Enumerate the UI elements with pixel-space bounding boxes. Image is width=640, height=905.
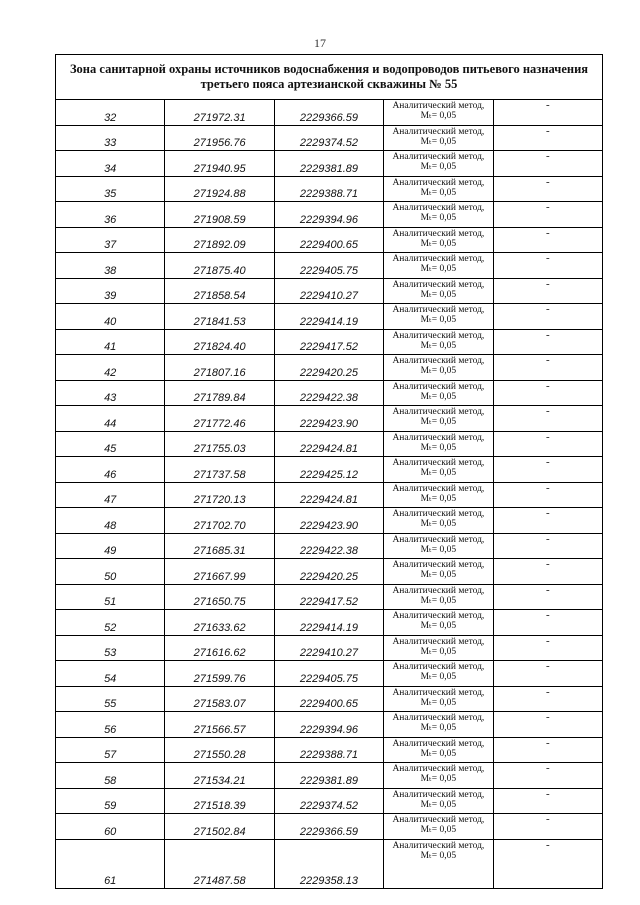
point-number-cell: 41 bbox=[56, 329, 165, 355]
method-accuracy: Mₜ= 0,05 bbox=[420, 391, 457, 402]
dash-cell: - bbox=[493, 559, 602, 585]
table-row bbox=[56, 814, 603, 840]
table-row bbox=[56, 686, 603, 712]
dash-cell: - bbox=[493, 151, 602, 177]
table-row bbox=[56, 457, 603, 483]
dash-cell: - bbox=[493, 661, 602, 687]
dash-cell: - bbox=[493, 329, 602, 355]
method-cell bbox=[384, 278, 493, 304]
table-row bbox=[56, 151, 603, 177]
method-accuracy: Mₜ= 0,05 bbox=[420, 111, 457, 121]
coordinates-table bbox=[55, 54, 603, 889]
method-accuracy: Mₜ= 0,05 bbox=[420, 723, 457, 733]
method-accuracy: Mₜ= 0,05 bbox=[420, 187, 457, 198]
point-number-cell: 52 bbox=[56, 610, 165, 636]
method-label: Аналитический метод, bbox=[392, 305, 485, 315]
x-coordinate-cell: 271685.31 bbox=[165, 533, 274, 559]
point-number-cell: 54 bbox=[56, 661, 165, 687]
method-cell bbox=[384, 431, 493, 457]
method-label: Аналитический метод, bbox=[392, 254, 485, 264]
method-label: Аналитический метод, bbox=[392, 407, 485, 417]
method-cell bbox=[384, 253, 493, 279]
method-accuracy: Mₜ= 0,05 bbox=[420, 366, 457, 376]
table-row bbox=[56, 533, 603, 559]
point-number-cell: 36 bbox=[56, 202, 165, 228]
method-accuracy: Mₜ= 0,05 bbox=[420, 672, 457, 682]
coordinates-table-body bbox=[56, 55, 603, 889]
method-accuracy: Mₜ= 0,05 bbox=[420, 136, 457, 147]
method-accuracy: Mₜ= 0,05 bbox=[420, 417, 457, 427]
method-accuracy: Mₜ= 0,05 bbox=[420, 468, 457, 478]
y-coordinate-cell: 2229422.38 bbox=[274, 380, 383, 406]
dash-cell: - bbox=[493, 686, 602, 712]
method-cell bbox=[384, 788, 493, 814]
x-coordinate-cell: 271650.75 bbox=[165, 584, 274, 610]
y-coordinate-cell: 2229405.75 bbox=[274, 253, 383, 279]
method-cell bbox=[384, 329, 493, 355]
method-label: Аналитический метод, bbox=[392, 483, 485, 494]
dash-cell: - bbox=[493, 100, 602, 126]
method-label: Аналитический метод, bbox=[392, 534, 485, 545]
point-number-cell: 42 bbox=[56, 355, 165, 381]
table-row bbox=[56, 380, 603, 406]
table-row bbox=[56, 763, 603, 789]
point-number-cell: 51 bbox=[56, 584, 165, 610]
method-label: Аналитический метод, bbox=[392, 228, 485, 239]
method-label: Аналитический метод, bbox=[392, 381, 485, 392]
y-coordinate-cell: 2229424.81 bbox=[274, 431, 383, 457]
y-coordinate-cell: 2229425.12 bbox=[274, 457, 383, 483]
point-number-cell: 48 bbox=[56, 508, 165, 534]
method-label: Аналитический метод, bbox=[392, 687, 485, 698]
point-number-cell: 40 bbox=[56, 304, 165, 330]
point-number-cell: 37 bbox=[56, 227, 165, 253]
method-label: Аналитический метод, bbox=[392, 101, 485, 111]
method-accuracy: Mₜ= 0,05 bbox=[420, 646, 457, 657]
dash-cell: - bbox=[493, 202, 602, 228]
method-accuracy: Mₜ= 0,05 bbox=[420, 595, 457, 606]
method-cell bbox=[384, 839, 493, 888]
dash-cell: - bbox=[493, 278, 602, 304]
method-label: Аналитический метод, bbox=[392, 560, 485, 570]
y-coordinate-cell: 2229388.71 bbox=[274, 737, 383, 763]
x-coordinate-cell: 271737.58 bbox=[165, 457, 274, 483]
y-coordinate-cell: 2229420.25 bbox=[274, 559, 383, 585]
y-coordinate-cell: 2229410.27 bbox=[274, 278, 383, 304]
method-cell bbox=[384, 125, 493, 151]
method-cell bbox=[384, 610, 493, 636]
x-coordinate-cell: 271534.21 bbox=[165, 763, 274, 789]
dash-cell: - bbox=[493, 814, 602, 840]
y-coordinate-cell: 2229414.19 bbox=[274, 304, 383, 330]
method-label: Аналитический метод, bbox=[392, 611, 485, 621]
table-row bbox=[56, 508, 603, 534]
dash-cell: - bbox=[493, 355, 602, 381]
method-cell bbox=[384, 559, 493, 585]
y-coordinate-cell: 2229366.59 bbox=[274, 100, 383, 126]
method-cell bbox=[384, 584, 493, 610]
method-cell bbox=[384, 814, 493, 840]
table-row bbox=[56, 253, 603, 279]
y-coordinate-cell: 2229394.96 bbox=[274, 712, 383, 738]
point-number-cell: 49 bbox=[56, 533, 165, 559]
point-number-cell: 44 bbox=[56, 406, 165, 432]
method-accuracy: Mₜ= 0,05 bbox=[420, 238, 457, 249]
method-cell bbox=[384, 635, 493, 661]
y-coordinate-cell: 2229417.52 bbox=[274, 329, 383, 355]
dash-cell: - bbox=[493, 763, 602, 789]
dash-cell: - bbox=[493, 176, 602, 202]
method-cell bbox=[384, 661, 493, 687]
method-label: Аналитический метод, bbox=[392, 432, 485, 443]
table-row bbox=[56, 559, 603, 585]
method-accuracy: Mₜ= 0,05 bbox=[420, 544, 457, 555]
x-coordinate-cell: 271616.62 bbox=[165, 635, 274, 661]
method-accuracy: Mₜ= 0,05 bbox=[420, 825, 457, 835]
method-accuracy: Mₜ= 0,05 bbox=[420, 289, 457, 300]
x-coordinate-cell: 271924.88 bbox=[165, 176, 274, 202]
method-label: Аналитический метод, bbox=[392, 330, 485, 341]
point-number-cell: 50 bbox=[56, 559, 165, 585]
y-coordinate-cell: 2229410.27 bbox=[274, 635, 383, 661]
method-cell bbox=[384, 482, 493, 508]
x-coordinate-cell: 271807.16 bbox=[165, 355, 274, 381]
y-coordinate-cell: 2229424.81 bbox=[274, 482, 383, 508]
dash-cell: - bbox=[493, 431, 602, 457]
point-number-cell: 35 bbox=[56, 176, 165, 202]
method-label: Аналитический метод, bbox=[392, 585, 485, 596]
dash-cell: - bbox=[493, 482, 602, 508]
table-row bbox=[56, 304, 603, 330]
page-number: 17 bbox=[314, 36, 326, 50]
point-number-cell: 34 bbox=[56, 151, 165, 177]
method-accuracy: Mₜ= 0,05 bbox=[420, 264, 457, 274]
table-row bbox=[56, 176, 603, 202]
method-cell bbox=[384, 457, 493, 483]
method-accuracy: Mₜ= 0,05 bbox=[420, 519, 457, 529]
x-coordinate-cell: 271702.70 bbox=[165, 508, 274, 534]
x-coordinate-cell: 271583.07 bbox=[165, 686, 274, 712]
table-row bbox=[56, 406, 603, 432]
table-row bbox=[56, 788, 603, 814]
y-coordinate-cell: 2229420.25 bbox=[274, 355, 383, 381]
point-number-cell: 59 bbox=[56, 788, 165, 814]
method-cell bbox=[384, 712, 493, 738]
method-label: Аналитический метод, bbox=[392, 840, 485, 851]
dash-cell: - bbox=[493, 712, 602, 738]
method-label: Аналитический метод, bbox=[392, 789, 485, 800]
x-coordinate-cell: 271755.03 bbox=[165, 431, 274, 457]
dash-cell: - bbox=[493, 610, 602, 636]
method-accuracy: Mₜ= 0,05 bbox=[420, 493, 457, 504]
method-accuracy: Mₜ= 0,05 bbox=[420, 748, 457, 759]
y-coordinate-cell: 2229381.89 bbox=[274, 151, 383, 177]
point-number-cell: 61 bbox=[56, 839, 165, 888]
point-number-cell: 39 bbox=[56, 278, 165, 304]
table-row bbox=[56, 610, 603, 636]
x-coordinate-cell: 271858.54 bbox=[165, 278, 274, 304]
dash-cell: - bbox=[493, 253, 602, 279]
y-coordinate-cell: 2229381.89 bbox=[274, 763, 383, 789]
method-label: Аналитический метод, bbox=[392, 636, 485, 647]
point-number-cell: 58 bbox=[56, 763, 165, 789]
x-coordinate-cell: 271550.28 bbox=[165, 737, 274, 763]
table-row bbox=[56, 584, 603, 610]
table-row bbox=[56, 202, 603, 228]
point-number-cell: 32 bbox=[56, 100, 165, 126]
dash-cell: - bbox=[493, 380, 602, 406]
method-label: Аналитический метод, bbox=[392, 662, 485, 672]
table-row bbox=[56, 737, 603, 763]
table-row bbox=[56, 329, 603, 355]
method-cell bbox=[384, 406, 493, 432]
x-coordinate-cell: 271972.31 bbox=[165, 100, 274, 126]
x-coordinate-cell: 271875.40 bbox=[165, 253, 274, 279]
table-row bbox=[56, 278, 603, 304]
method-accuracy: Mₜ= 0,05 bbox=[420, 774, 457, 784]
point-number-cell: 33 bbox=[56, 125, 165, 151]
y-coordinate-cell: 2229423.90 bbox=[274, 508, 383, 534]
table-title: Зона санитарной охраны источников водоснабжения и водопроводов питьевого назначения третьего пояса артезианской скважины № 55 bbox=[56, 55, 603, 100]
point-number-cell: 56 bbox=[56, 712, 165, 738]
point-number-cell: 45 bbox=[56, 431, 165, 457]
y-coordinate-cell: 2229394.96 bbox=[274, 202, 383, 228]
method-accuracy: Mₜ= 0,05 bbox=[420, 621, 457, 631]
method-cell bbox=[384, 355, 493, 381]
dash-cell: - bbox=[493, 508, 602, 534]
dash-cell: - bbox=[493, 304, 602, 330]
table-row bbox=[56, 431, 603, 457]
method-accuracy: Mₜ= 0,05 bbox=[420, 697, 457, 708]
x-coordinate-cell: 271940.95 bbox=[165, 151, 274, 177]
point-number-cell: 43 bbox=[56, 380, 165, 406]
x-coordinate-cell: 271956.76 bbox=[165, 125, 274, 151]
method-cell bbox=[384, 763, 493, 789]
y-coordinate-cell: 2229400.65 bbox=[274, 227, 383, 253]
table-row bbox=[56, 661, 603, 687]
x-coordinate-cell: 271487.58 bbox=[165, 839, 274, 888]
point-number-cell: 60 bbox=[56, 814, 165, 840]
method-cell bbox=[384, 151, 493, 177]
point-number-cell: 55 bbox=[56, 686, 165, 712]
method-cell bbox=[384, 202, 493, 228]
method-label: Аналитический метод, bbox=[392, 738, 485, 749]
y-coordinate-cell: 2229417.52 bbox=[274, 584, 383, 610]
dash-cell: - bbox=[493, 457, 602, 483]
x-coordinate-cell: 271908.59 bbox=[165, 202, 274, 228]
x-coordinate-cell: 271633.62 bbox=[165, 610, 274, 636]
y-coordinate-cell: 2229374.52 bbox=[274, 788, 383, 814]
y-coordinate-cell: 2229400.65 bbox=[274, 686, 383, 712]
dash-cell: - bbox=[493, 788, 602, 814]
point-number-cell: 47 bbox=[56, 482, 165, 508]
method-label: Аналитический метод, bbox=[392, 713, 485, 723]
table-row bbox=[56, 125, 603, 151]
method-cell bbox=[384, 508, 493, 534]
method-accuracy: Mₜ= 0,05 bbox=[420, 442, 457, 453]
y-coordinate-cell: 2229414.19 bbox=[274, 610, 383, 636]
method-cell bbox=[384, 227, 493, 253]
dash-cell: - bbox=[493, 584, 602, 610]
x-coordinate-cell: 271720.13 bbox=[165, 482, 274, 508]
y-coordinate-cell: 2229358.13 bbox=[274, 839, 383, 888]
dash-cell: - bbox=[493, 533, 602, 559]
y-coordinate-cell: 2229422.38 bbox=[274, 533, 383, 559]
y-coordinate-cell: 2229374.52 bbox=[274, 125, 383, 151]
method-label: Аналитический метод, bbox=[392, 764, 485, 774]
dash-cell: - bbox=[493, 839, 602, 888]
x-coordinate-cell: 271841.53 bbox=[165, 304, 274, 330]
method-label: Аналитический метод, bbox=[392, 815, 485, 825]
table-row bbox=[56, 482, 603, 508]
method-label: Аналитический метод, bbox=[392, 458, 485, 468]
method-cell bbox=[384, 533, 493, 559]
dash-cell: - bbox=[493, 125, 602, 151]
point-number-cell: 38 bbox=[56, 253, 165, 279]
x-coordinate-cell: 271824.40 bbox=[165, 329, 274, 355]
x-coordinate-cell: 271566.57 bbox=[165, 712, 274, 738]
x-coordinate-cell: 271789.84 bbox=[165, 380, 274, 406]
table-row bbox=[56, 712, 603, 738]
dash-cell: - bbox=[493, 635, 602, 661]
x-coordinate-cell: 271599.76 bbox=[165, 661, 274, 687]
method-accuracy: Mₜ= 0,05 bbox=[420, 340, 457, 351]
point-number-cell: 57 bbox=[56, 737, 165, 763]
method-cell bbox=[384, 304, 493, 330]
y-coordinate-cell: 2229405.75 bbox=[274, 661, 383, 687]
method-cell bbox=[384, 737, 493, 763]
method-cell bbox=[384, 380, 493, 406]
table-row bbox=[56, 635, 603, 661]
method-label: Аналитический метод, bbox=[392, 203, 485, 213]
x-coordinate-cell: 271892.09 bbox=[165, 227, 274, 253]
method-accuracy: Mₜ= 0,05 bbox=[420, 570, 457, 580]
method-label: Аналитический метод, bbox=[392, 279, 485, 290]
dash-cell: - bbox=[493, 406, 602, 432]
table-row bbox=[56, 227, 603, 253]
method-cell bbox=[384, 686, 493, 712]
method-label: Аналитический метод, bbox=[392, 126, 485, 137]
x-coordinate-cell: 271772.46 bbox=[165, 406, 274, 432]
x-coordinate-cell: 271518.39 bbox=[165, 788, 274, 814]
x-coordinate-cell: 271502.84 bbox=[165, 814, 274, 840]
dash-cell: - bbox=[493, 737, 602, 763]
table-row bbox=[56, 839, 603, 888]
y-coordinate-cell: 2229366.59 bbox=[274, 814, 383, 840]
method-cell bbox=[384, 176, 493, 202]
method-label: Аналитический метод, bbox=[392, 356, 485, 366]
table-title-row bbox=[56, 55, 603, 100]
method-accuracy: Mₜ= 0,05 bbox=[420, 850, 457, 861]
method-accuracy: Mₜ= 0,05 bbox=[420, 315, 457, 325]
table-row bbox=[56, 100, 603, 126]
table-row bbox=[56, 355, 603, 381]
y-coordinate-cell: 2229423.90 bbox=[274, 406, 383, 432]
x-coordinate-cell: 271667.99 bbox=[165, 559, 274, 585]
dash-cell: - bbox=[493, 227, 602, 253]
method-label: Аналитический метод, bbox=[392, 509, 485, 519]
method-label: Аналитический метод, bbox=[392, 177, 485, 188]
method-cell bbox=[384, 100, 493, 126]
point-number-cell: 53 bbox=[56, 635, 165, 661]
point-number-cell: 46 bbox=[56, 457, 165, 483]
method-accuracy: Mₜ= 0,05 bbox=[420, 213, 457, 223]
method-accuracy: Mₜ= 0,05 bbox=[420, 162, 457, 172]
y-coordinate-cell: 2229388.71 bbox=[274, 176, 383, 202]
method-accuracy: Mₜ= 0,05 bbox=[420, 799, 457, 810]
method-label: Аналитический метод, bbox=[392, 152, 485, 162]
